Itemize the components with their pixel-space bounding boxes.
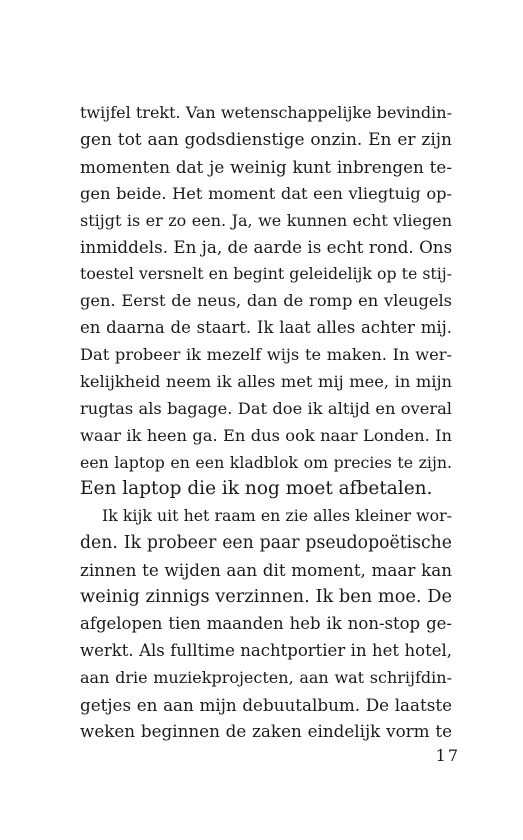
text-line: rugtas als bagage. Dat doe ik altijd en overal [80, 398, 452, 418]
text-line: aan drie muziekprojecten, aan wat schrijfdin- [80, 667, 452, 687]
text-line: Ik kijk uit het raam en zie alles kleiner wor- [102, 506, 452, 526]
text-line: en daarna de staart. Ik laat alles achter mij. [80, 318, 452, 338]
text-line: weinig zinnigs verzinnen. Ik ben moe. De [80, 587, 452, 608]
text-line: momenten dat je weinig kunt inbrengen te- [80, 156, 452, 177]
text-line: gen beide. Het moment dat een vliegtuig op- [80, 183, 452, 203]
text-line: weken beginnen de zaken eindelijk vorm te [80, 721, 452, 742]
page-number: 17 [435, 746, 460, 765]
text-line: zinnen te wijden aan dit moment, maar kan [80, 560, 452, 581]
text-line: getjes en aan mijn debuutalbum. De laatste [80, 694, 452, 715]
text-line: een laptop en een kladblok om precies te zijn. [80, 452, 452, 472]
text-line: den. Ik probeer een paar pseudopoëtische [80, 533, 452, 554]
text-line: Een laptop die ik nog moet afbetalen. [80, 478, 433, 500]
text-line: waar ik heen ga. En dus ook naar Londen. In [80, 425, 452, 445]
text-line: Dat probeer ik mezelf wijs te maken. In wer- [80, 345, 452, 365]
text-line: gen tot aan godsdienstige onzin. En er zijn [80, 129, 452, 150]
text-line: toestel versnelt en begint geleidelijk op te stij- [80, 264, 452, 284]
body-text [80, 100, 452, 745]
text-line: inmiddels. En ja, de aarde is echt rond. Ons [80, 237, 453, 258]
text-line: kelijkheid neem ik alles met mij mee, in mijn [80, 371, 452, 391]
text-line: twijfel trekt. Van wetenschappelijke bevindin- [80, 103, 452, 122]
text-line: gen. Eerst de neus, dan de romp en vleugels [80, 291, 452, 311]
text-line: stijgt is er zo een. Ja, we kunnen echt vliegen [80, 210, 452, 230]
text-line: afgelopen tien maanden heb ik non-stop ge- [80, 613, 452, 633]
text-line: werkt. Als fulltime nachtportier in het hotel, [80, 640, 452, 660]
